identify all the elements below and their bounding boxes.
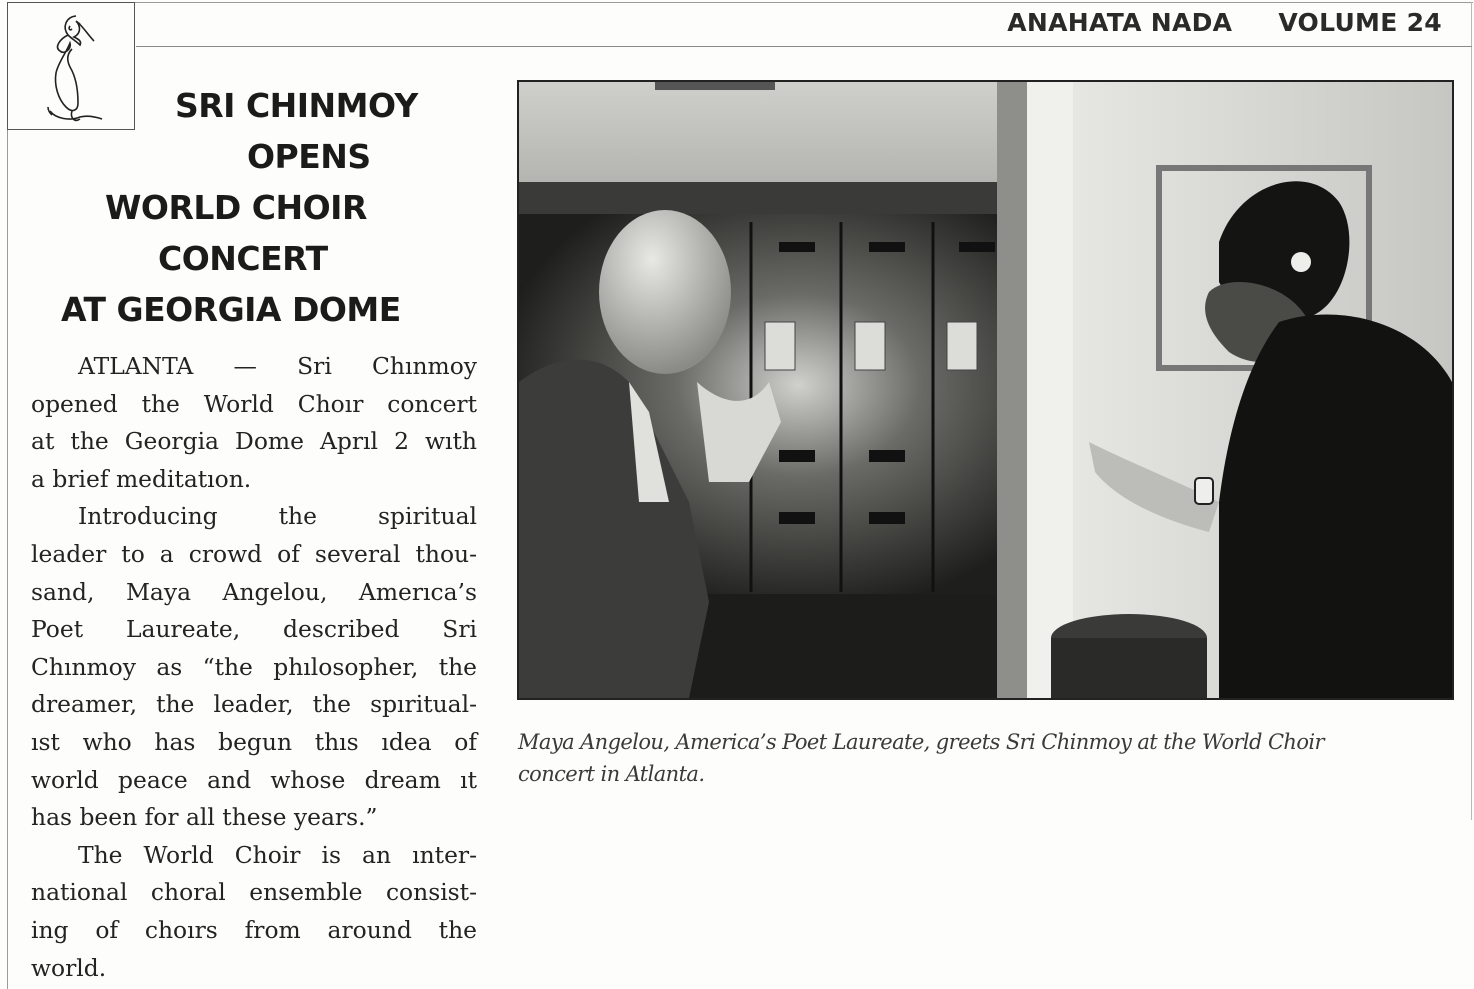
photo-caption (518, 726, 1418, 790)
page-left-rule (7, 2, 8, 989)
headline-line: OPENS (247, 137, 371, 176)
article-line: world peace and whose dream ıt (31, 765, 477, 794)
article-line: has been for all these years.” (31, 803, 378, 832)
article-body (31, 348, 477, 987)
article-line: national choral ensemble consist- (31, 878, 477, 907)
masthead-rule (136, 46, 1472, 47)
caption-line: Maya Angelou, America’s Poet Laureate, greets Sri Chinmoy at the World Choir (518, 730, 1324, 754)
article-headline (30, 80, 480, 335)
page-right-rule (1471, 2, 1472, 820)
volume-label: VOLUME 24 (1278, 7, 1442, 37)
article-line: ATLANTA — Sri Chınmoy (78, 352, 477, 380)
article-photo (517, 80, 1454, 700)
article-line: leader to a crowd of several thou- (31, 539, 477, 568)
headline-line: WORLD CHOIR (105, 188, 367, 227)
article-line: sand, Maya Angelou, Amerıca’s (31, 577, 477, 606)
caption-line: concert in Atlanta. (518, 762, 705, 786)
headline-line: CONCERT (158, 239, 328, 278)
masthead (1007, 4, 1442, 40)
article-line: ıst who has begun thıs ıdea of (31, 727, 477, 756)
page-top-edge (7, 2, 1473, 3)
headline-line: AT GEORGIA DOME (61, 290, 401, 329)
headline-line: SRI CHINMOY (175, 86, 418, 125)
article-line: Poet Laureate, described Sri (31, 615, 477, 644)
article-line: Introducing the spiritual (78, 502, 477, 531)
photo-two-people-greeting (519, 82, 1452, 698)
article-line: Chınmoy as “the phılosopher, the (31, 652, 477, 681)
article-line: dreamer, the leader, the spıritual- (31, 690, 477, 719)
article-line: ing of choırs from around the (31, 915, 477, 944)
article-line: The World Choir is an ınter- (78, 840, 477, 869)
article-line: world. (31, 953, 107, 982)
article-line: at the Georgia Dome Aprıl 2 wıth (31, 427, 477, 456)
publication-name: ANAHATA NADA (1007, 7, 1233, 37)
article-line: opened the World Choır concert (31, 389, 477, 418)
article-line: a brief meditatıon. (31, 464, 252, 493)
